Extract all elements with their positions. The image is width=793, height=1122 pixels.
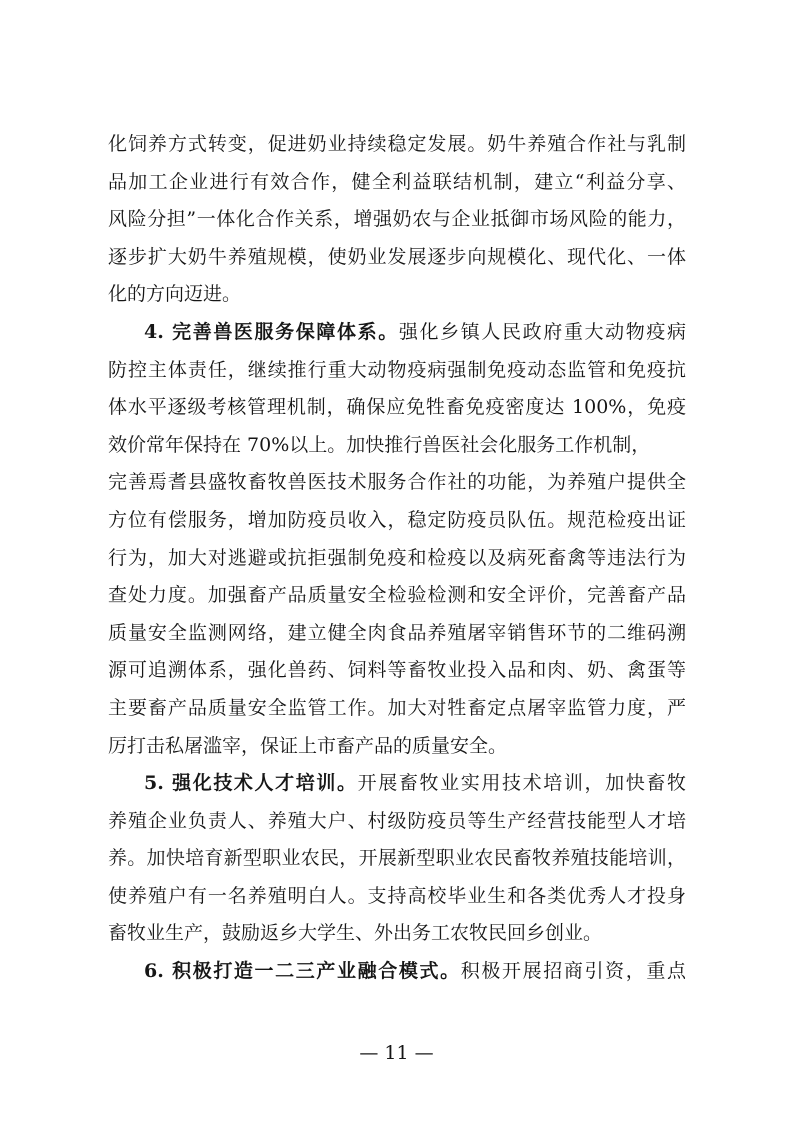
text-line: 养殖企业负责人、养殖大户、村级防疫员等生产经营技能型人才培 <box>108 809 686 832</box>
text-line: 畜牧业生产，鼓励返乡大学生、外出务工农牧民回乡创业。 <box>108 922 603 945</box>
text-line: 行为，加大对逃避或抗拒强制免疫和检疫以及病死畜禽等违法行为 <box>108 546 686 569</box>
body-text <box>108 126 686 991</box>
paragraph-dairy-continuation <box>108 126 686 314</box>
text-line: 效价常年保持在 70%以上。加快推行兽医社会化服务工作机制， <box>108 433 651 456</box>
text-line: 化饲养方式转变，促进奶业持续稳定发展。奶牛养殖合作社与乳制 <box>108 133 686 155</box>
paragraph-industry-integration <box>108 953 686 991</box>
paragraph-veterinary-service <box>108 314 686 765</box>
text-line: 养。加快培育新型职业农民，开展新型职业农民畜牧养殖技能培训， <box>108 847 686 870</box>
text-line: 风险分担”一体化合作关系，增强奶农与企业抵御市场风险的能力， <box>108 208 686 231</box>
text-line <box>108 314 686 352</box>
page-number: — 11 — <box>359 1042 434 1064</box>
text-line: 方位有偿服务，增加防疫员收入，稳定防疫员队伍。规范检疫出证 <box>108 508 686 531</box>
text-line: 防控主体责任，继续推行重大动物疫病强制免疫动态监管和免疫抗 <box>108 358 686 381</box>
text-line: 完善焉耆县盛牧畜牧兽医技术服务合作社的功能，为养殖户提供全 <box>108 471 686 494</box>
text-line: 质量安全监测网络，建立健全肉食品养殖屠宰销售环节的二维码溯 <box>108 621 686 644</box>
text-line <box>108 953 686 991</box>
text-run: 强化乡镇人民政府重大动物疫病 <box>398 320 686 343</box>
text-line: 化的方向迈进。 <box>108 283 242 306</box>
text-line: 使养殖户有一名养殖明白人。支持高校毕业生和各类优秀人才投身 <box>108 884 686 907</box>
text-line: 源可追溯体系，强化兽药、饲料等畜牧业投入品和肉、奶、禽蛋等 <box>108 659 686 682</box>
text-line <box>108 765 686 803</box>
text-run: 积极开展招商引资，重点 <box>460 960 686 983</box>
text-line: 厉打击私屠滥宰，保证上市畜产品的质量安全。 <box>108 734 508 757</box>
text-line: 查处力度。加强畜产品质量安全检验检测和安全评价，完善畜产品 <box>108 584 686 607</box>
text-line: 逐步扩大奶牛养殖规模，使奶业发展逐步向规模化、现代化、一体 <box>108 245 686 268</box>
text-line: 品加工企业进行有效合作，健全利益联结机制，建立“利益分享、 <box>108 170 686 193</box>
text-line: 体水平逐级考核管理机制，确保应免牲畜免疫密度达 100%，免疫 <box>108 396 686 419</box>
section-heading: 5. 强化技术人才培训。 <box>144 772 358 795</box>
text-line: 主要畜产品质量安全监管工作。加大对牲畜定点屠宰监管力度，严 <box>108 696 686 719</box>
paragraph-technical-training <box>108 765 686 953</box>
section-heading: 6. 积极打造一二三产业融合模式。 <box>144 960 461 983</box>
text-run: 开展畜牧业实用技术培训，加快畜牧 <box>357 772 686 795</box>
section-heading: 4. 完善兽医服务保障体系。 <box>144 320 399 343</box>
